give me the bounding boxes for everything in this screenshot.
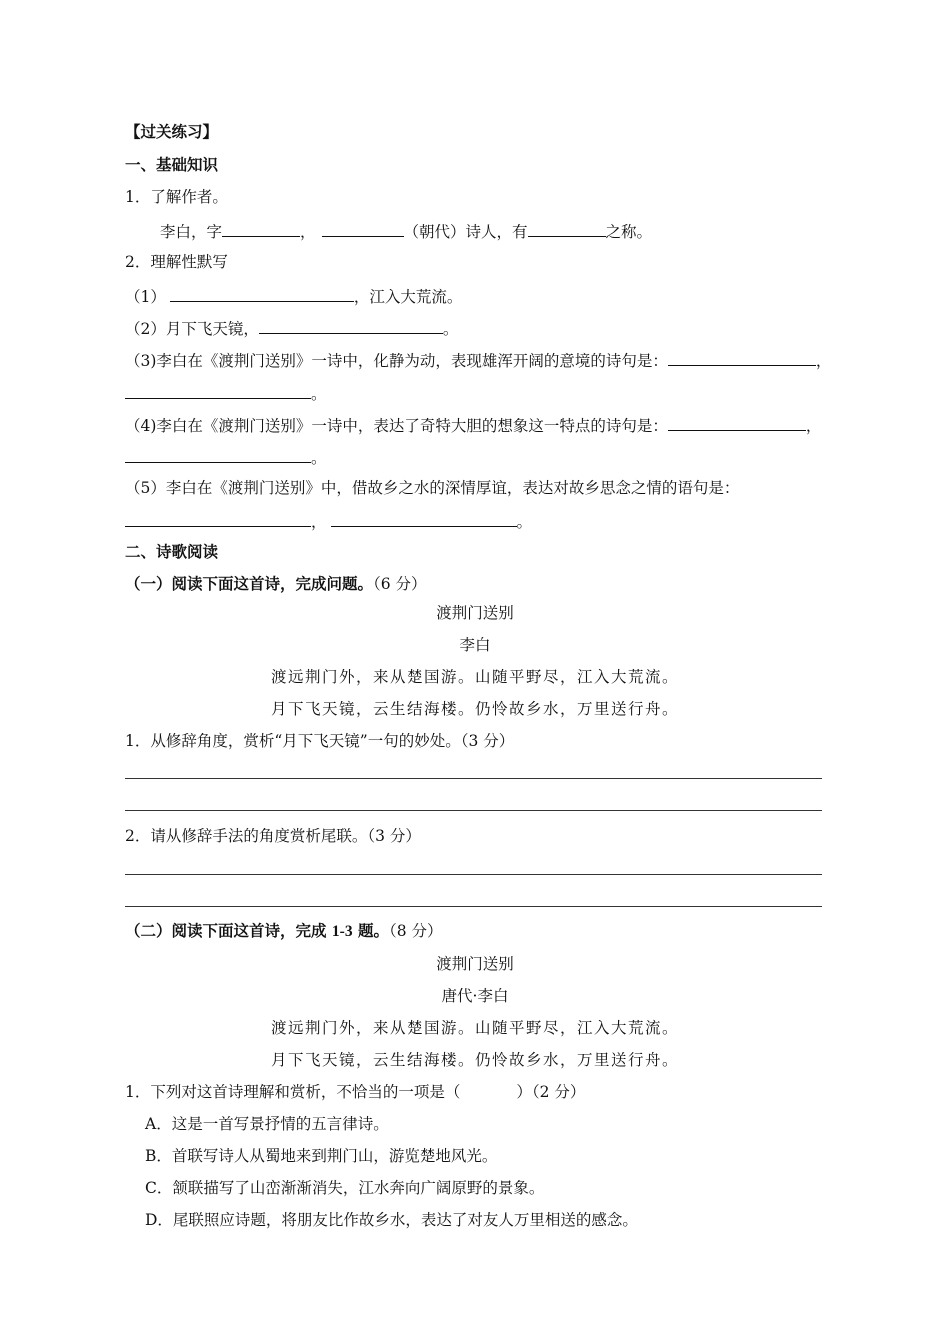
part1-title: （一）阅读下面这首诗，完成问题。（6 分） [125,574,427,593]
blank-field[interactable] [668,414,806,431]
blank-field[interactable] [668,349,816,366]
q2-item-4: （4)李白在《渡荆门送别》一诗中，表达了奇特大胆的想象这一特点的诗句是： ， [125,414,821,436]
blank-field[interactable] [125,446,311,463]
part2-title: （二）阅读下面这首诗，完成 1-3 题。（8 分） [125,921,443,940]
part2-poem-line: 渡远荆门外，来从楚国游。山随平野尽，江入大荒流。 [270,1019,679,1037]
section-poetry-reading: 二、诗歌阅读 [125,542,219,561]
blank-field[interactable] [528,220,606,237]
q2-item-2: （2）月下飞天镜， 。 [125,317,458,339]
blank-field[interactable] [322,220,404,237]
q2-item-3-cont: 。 [125,382,327,404]
answer-line[interactable] [125,874,822,875]
q2-title: 2．理解性默写 [125,253,228,271]
part2-poem-title: 渡荆门送别 [436,955,514,973]
part1-question-1: 1．从修辞角度，赏析“月下飞天镜”一句的妙处。（3 分） [125,732,515,750]
blank-field[interactable] [331,510,517,527]
q2-item-5-cont: ， 。 [125,510,532,532]
option-b: B．首联写诗人从蜀地来到荆门山，游览楚地风光。 [145,1147,498,1165]
blank-field[interactable] [170,285,354,302]
option-c: C．颔联描写了山峦渐渐消失，江水奔向广阔原野的景象。 [145,1179,545,1197]
q1-author-line: 李白，字 ， （朝代）诗人，有 之称。 [160,220,652,242]
q2-item-1: （1） ，江入大荒流。 [125,285,462,307]
option-a: A．这是一首写景抒情的五言律诗。 [145,1115,389,1133]
q1-title: 1．了解作者。 [125,188,228,206]
section-basic-knowledge: 一、基础知识 [125,155,219,174]
blank-field[interactable] [222,220,300,237]
option-d: D．尾联照应诗题，将朋友比作故乡水，表达了对友人万里相送的感念。 [145,1211,638,1229]
answer-line[interactable] [125,778,822,779]
part2-poem-author: 唐代·李白 [441,987,509,1005]
q2-item-3: （3)李白在《渡荆门送别》一诗中，化静为动，表现雄浑开阔的意境的诗句是： ， [125,349,831,371]
answer-line[interactable] [125,906,822,907]
blank-field[interactable] [259,317,443,334]
part1-poem-line: 月下飞天镜，云生结海楼。仍怜故乡水，万里送行舟。 [270,700,679,718]
part2-poem-line: 月下飞天镜，云生结海楼。仍怜故乡水，万里送行舟。 [270,1051,679,1069]
blank-field[interactable] [125,510,311,527]
part1-poem-author: 李白 [459,636,491,654]
part1-question-2: 2．请从修辞手法的角度赏析尾联。（3 分） [125,827,421,845]
part1-poem-title: 渡荆门送别 [436,604,514,622]
q2-item-4-cont: 。 [125,446,327,468]
part1-poem-line: 渡远荆门外，来从楚国游。山随平野尽，江入大荒流。 [270,668,679,686]
part2-question-1: 1．下列对这首诗理解和赏析，不恰当的一项是（ ）（2 分） [125,1083,586,1101]
q2-item-5: （5）李白在《渡荆门送别》中，借故乡之水的深情厚谊，表达对故乡思念之情的语句是： [125,479,740,497]
blank-field[interactable] [125,382,311,399]
heading: 【过关练习】 [125,122,219,141]
answer-line[interactable] [125,810,822,811]
